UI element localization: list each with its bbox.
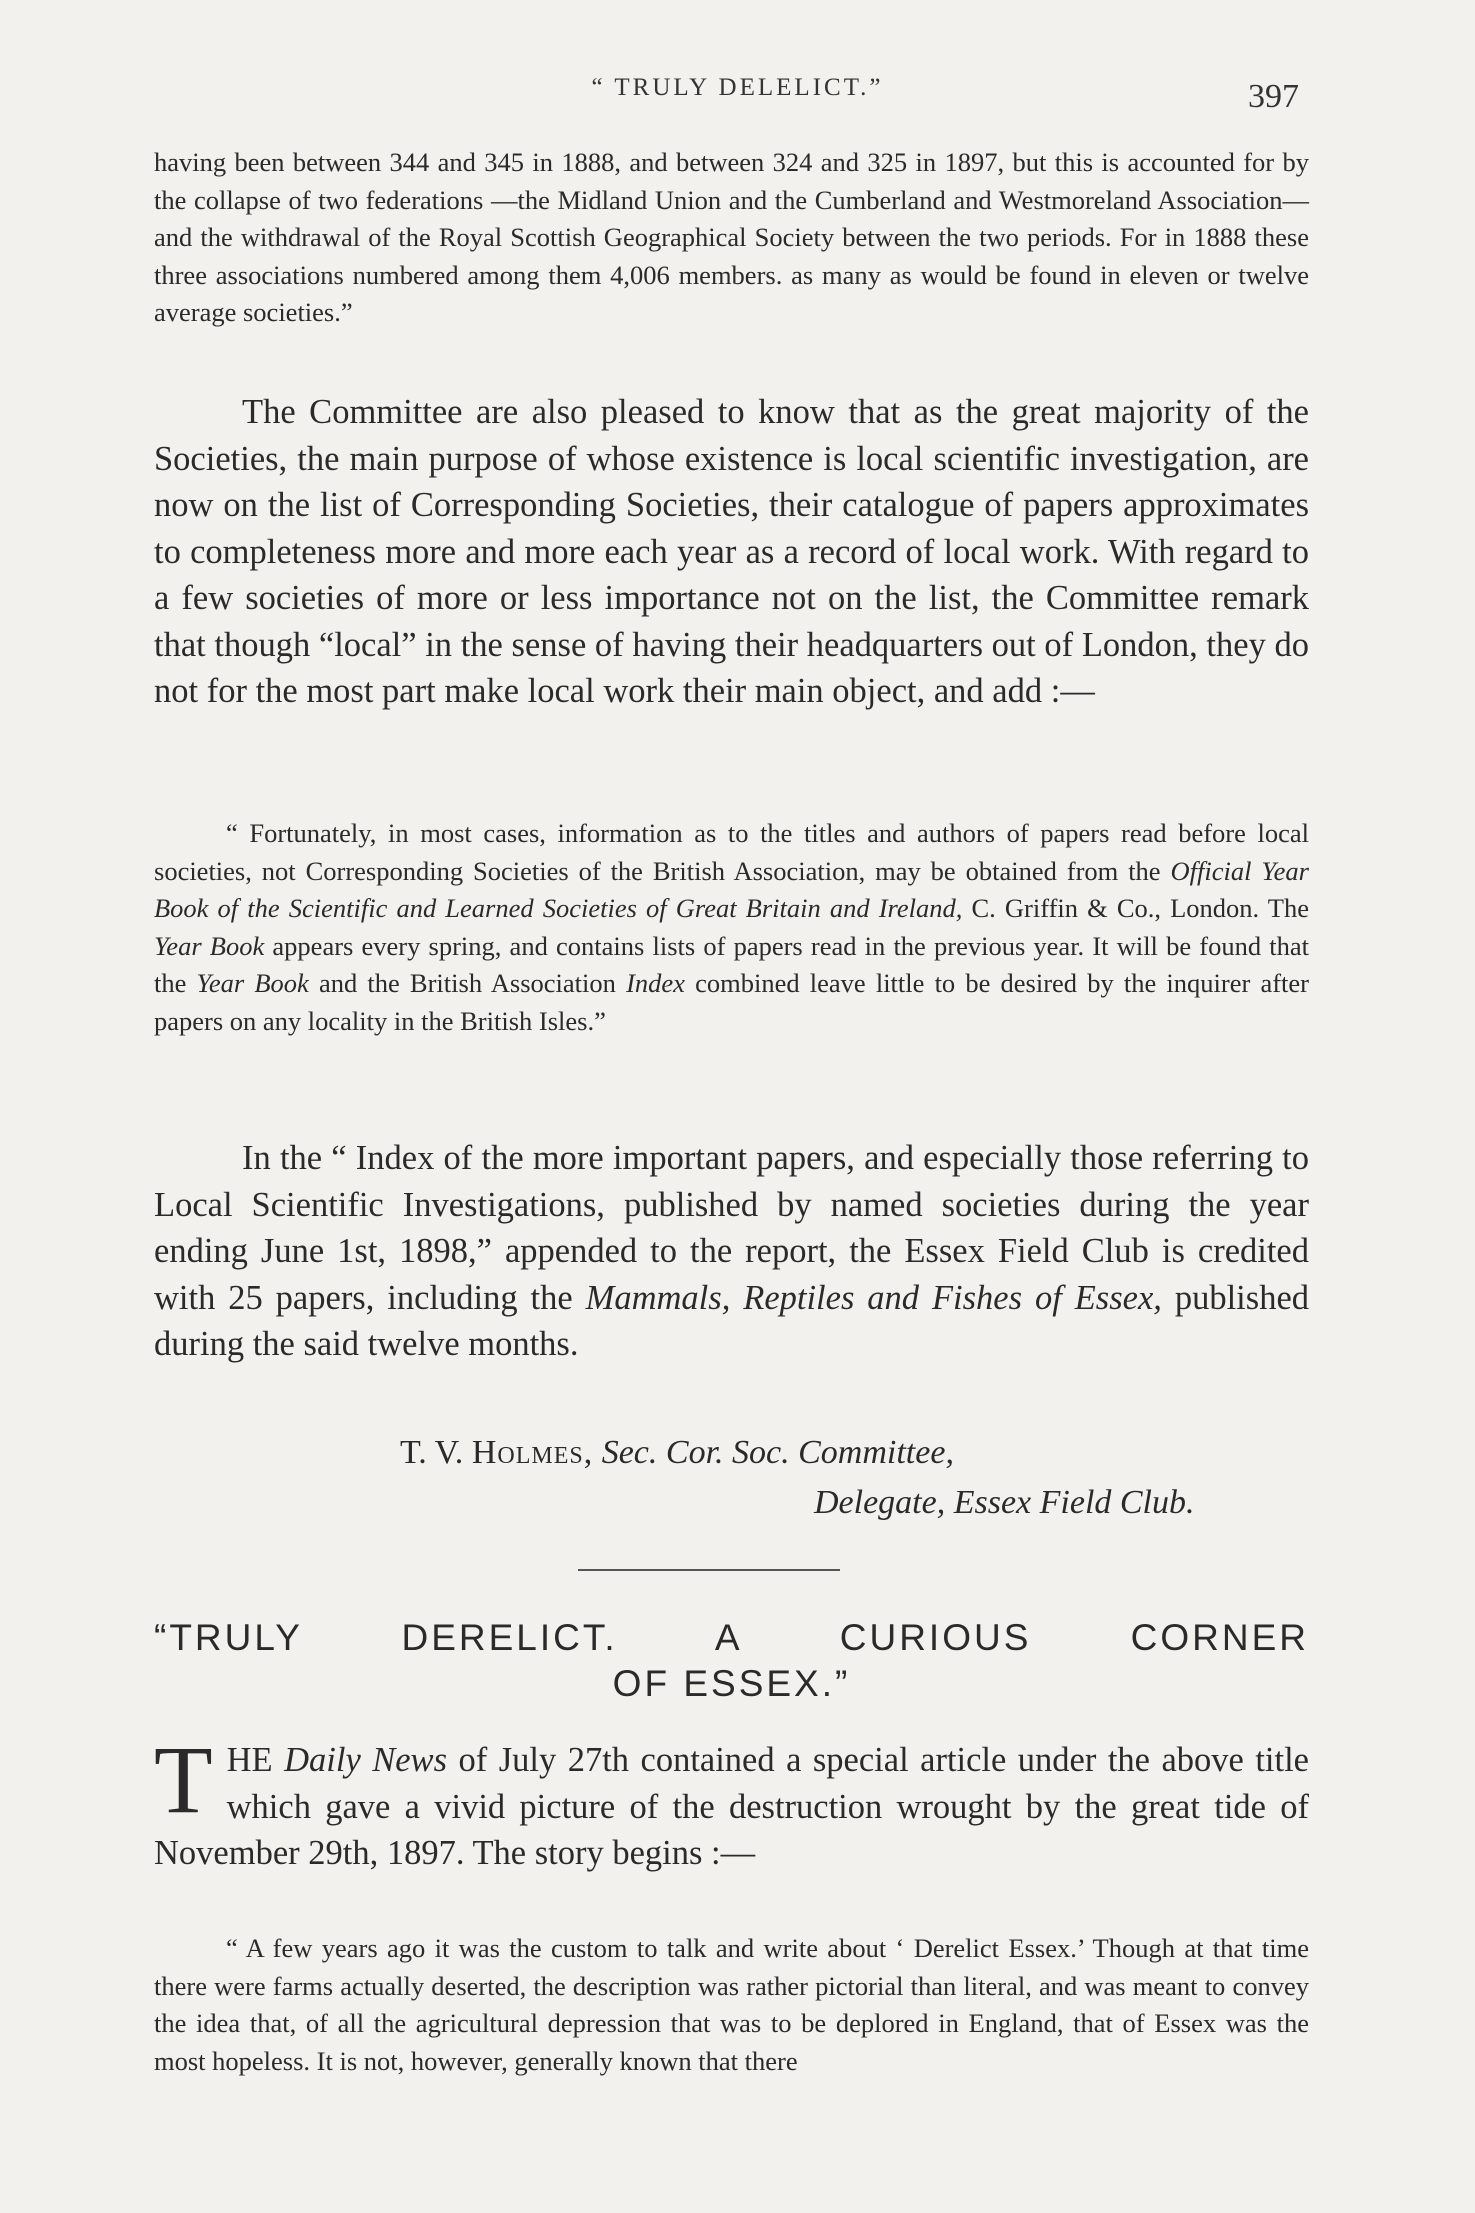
committee-paragraph: The Committee are also pleased to know that as the great majority of the Societies, the main purpose of whose existence is local scientific investigation, are now on the list of Corresponding Societies, their catalogue of papers approximates to completeness more and more each year as a record of local work. With regard to a few societies of more or less importance not on the list, the Committee remark that though “local” in the sense of having their headquarters out of London, they do not for the most part make local work their main object, and add :— [154,393,1309,710]
paragraph-text: In the “ Index of the more important papers, and especially those referring to Local Scientific Investigations, published by named societies during the year ending June 1st, 1898,” appended to the report, the Essex Field Club is credited with 25 papers, including the [154,1139,1309,1317]
quoted-passage-derelict-essex: “ A few years ago it was the custom to talk and write about ‘ Derelict Essex.’ Though at that time there were farms actually deserted, the description was rather pictorial than literal, and was meant to convey the idea that, of all the agricultural depression that was to be deplored in England, that of Essex was the most hopeless. It is not, however, generally known that there [154,1933,1309,2076]
signature-line-2: Delegate, Essex Field Club. [814,1484,1195,1521]
quote-italic-title: Index [626,968,685,998]
quote-italic-title: Year Book [196,968,309,998]
continued-quote-paragraph: having been between 344 and 345 in 1888, and between 324 and 325 in 1897, but this is accounted for by the collapse of two federations —the Midland Union and the Cumberland and Westmoreland Association—and the withdrawal of the Royal Scottish Geographical Society between the two periods. For in 1888 these three associations numbered among them 4,006 members. as many as would be found in eleven or twelve average societies.” [154,147,1309,327]
paragraph-text: HE [226,1741,285,1779]
quote-text: combined leave little to be desired by the inquirer after papers on any locality in the British Isles.” [154,968,1310,1036]
article-heading [154,1617,1309,1709]
signature-role: Sec. Cor. Soc. Committee, [593,1434,954,1471]
quote-italic-title: Year Book [154,930,265,961]
index-paragraph [154,1135,1309,1368]
article-opening-paragraph [154,1726,1309,1877]
signature-line-1 [400,1434,954,1472]
paragraph-italic-title: Mammals, Reptiles and Fishes of Essex, [585,1278,1162,1317]
drop-cap-letter: T [154,1726,213,1833]
page-number: 397 [1248,78,1299,115]
signature-name: Holmes, [471,1434,594,1471]
newspaper-title: Daily News [284,1741,447,1779]
quote-text: and the British Association [308,968,627,998]
quoted-passage-year-book [154,815,1309,1040]
section-divider [578,1569,840,1571]
quote-text: appears every spring, and contains lists of papers read in the previous year. It will be found that the [154,930,1309,998]
quote-text: “ Fortunately, in most cases, information as to the titles and authors of papers read before local societies, not Corresponding Societies of the British Association, may be obtained from the [154,818,1309,886]
heading-line-1: “TRULY DERELICT. A CURIOUS CORNER [154,1617,1309,1658]
signature-prefix: T. V. [400,1434,472,1471]
quote-text: C. Griffin & Co., London. The [962,893,1309,923]
paragraph-text: of July 27th contained a special article under the above title which gave a vivid picture of the destruction wrought by the great tide of November 29th, 1897. The story begins :— [154,1741,1309,1872]
quote-italic-title: Official Year Book of the Scientific and Learned Societies of Great Britain and Ireland, [154,855,1309,923]
running-title: “ TRULY DELELICT.” [591,74,884,101]
heading-line-2: OF ESSEX.” [612,1663,851,1704]
paragraph-text: published during the said twelve months. [154,1278,1310,1363]
